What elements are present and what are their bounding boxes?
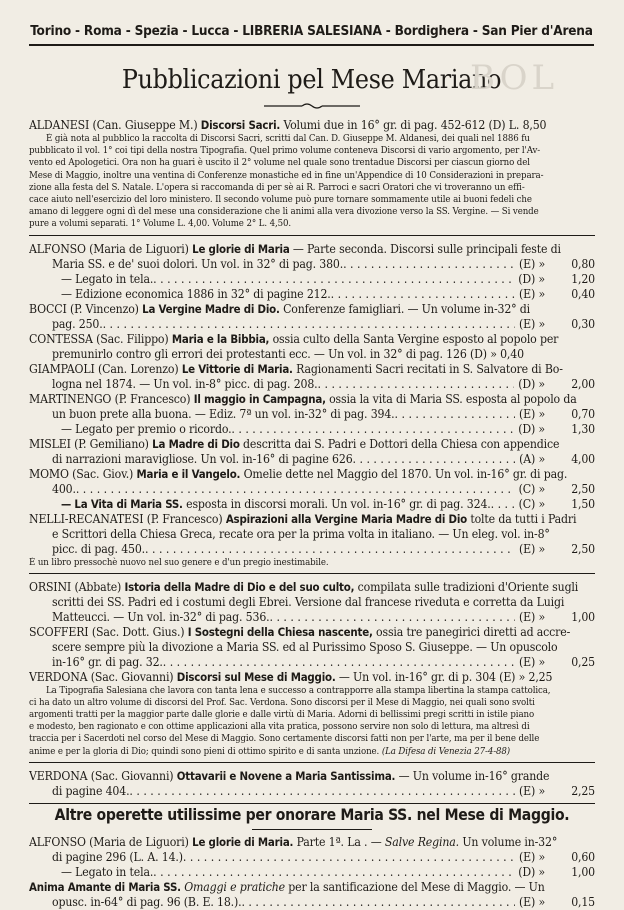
entry-detail: — Edizione economica 1886 in 32° di pagine 212. [61, 286, 331, 301]
entry-author: CONTESSA (Sac. Filippo) [29, 331, 169, 346]
entry-line [29, 422, 595, 437]
entry-line [29, 512, 595, 527]
page-title: Pubblicazioni pel Mese Mariano [121, 64, 502, 95]
price-code: (D) » [518, 271, 545, 286]
entry-line [29, 317, 595, 332]
note-line: e modesto, ben ragionato e con ottime applicazioni alla vita pratica, possono servire non solo di lettura, ma altresì di [29, 721, 530, 733]
note-line: È un libro pressochè nuovo nel suo genere e d'un pregio inestimabile. [29, 556, 329, 568]
entry-detail: picc. di pag. 450. [52, 541, 146, 556]
entry-line [29, 287, 595, 302]
price-value: 0,25 [571, 654, 595, 669]
entry-verdona-discorsi [29, 670, 595, 685]
entry-work: Discorsi sul Mese di Maggio. [176, 669, 336, 684]
entry-bocci [29, 302, 595, 332]
price-code: (E) » [519, 316, 545, 331]
entry-detail: Volumi due in 16° gr. di pag. 452-612 (D) L. 8,50 [283, 118, 547, 132]
price-value: 1,50 [571, 496, 595, 511]
ornament-icon [262, 101, 362, 111]
note-line: ci ha dato un altro volume di discorsi del Prof. Sac. Verdona. Sono discorsi per il Mese di Maggio, nei quali sono svolti [29, 696, 535, 708]
entry-line [29, 272, 595, 287]
note-line: pubblicato il vol. 1° coi tipi della nostra Tipografia. Quel primo volume conteneva Discorsi di vario argomento, per l'Av- [29, 145, 541, 157]
entry-alfonso [29, 242, 595, 302]
note-line: vento ed Apologetici. Ora non ha guari è uscito il 2° volume nel quale sono trentadue Discorsi per ciascun giorno del [29, 157, 530, 169]
entry-line [29, 377, 595, 392]
entry-detail: opusc. in-64° di pag. 96 (B. E. 18.). [52, 894, 242, 909]
entry-detail: di narrazioni maravigliose. Un vol. in-16° di pagine 626 [52, 451, 353, 466]
leader-dots [491, 497, 515, 512]
entry-detail: — Un vol. in-16° gr. di p. 304 (E) » 2,25 [338, 669, 553, 684]
price-code: (E) » [519, 256, 545, 271]
price-value: 2,00 [571, 376, 595, 391]
price-code: (E) » [519, 541, 545, 556]
section-divider [29, 803, 595, 804]
entry-author: NELLI-RECANATESI (P. Francesco) [29, 511, 223, 526]
entry-detail: descritta dai S. Padri e Dottori della Chiesa con appendice [243, 436, 560, 451]
leader-dots [231, 422, 514, 437]
leader-dots [331, 287, 515, 302]
entry-detail: Un volume in-32° [462, 834, 558, 849]
leader-dots [183, 850, 515, 865]
entry-verdona-ottavarii [29, 769, 595, 799]
entry-author: VERDONA (Sac. Giovanni) [29, 768, 174, 783]
note-line: zione alla festa del S. Natale. L'opera si raccomanda di per sè ai R. Parroci e sacri Oratori che vi troveranno un effi- [29, 181, 525, 193]
price-code: (E) » [519, 406, 545, 421]
background-watermark: BOL [470, 58, 559, 98]
entry-line [29, 865, 595, 880]
entry-nelli-recanatesi [29, 512, 595, 557]
price-code: (E) » [519, 894, 545, 909]
leader-dots [129, 784, 515, 799]
price-code: (D) » [518, 864, 545, 879]
entry-martinengo [29, 392, 595, 437]
entry-line [29, 407, 595, 422]
entry-line [29, 482, 595, 497]
note-line: amano di leggere ogni dì del mese una considerazione che li animi alla vera divozione verso la SS. Vergine. — Si vende [29, 206, 539, 218]
entry-work: I Sostegni della Chiesa nascente, [187, 624, 373, 639]
entry-author: GIAMPAOLI (Can. Lorenzo) [29, 361, 179, 376]
leader-dots [76, 482, 515, 497]
note-line: La Tipografia Salesiana che lavora con tanta lena e successo a contrapporre alla stampa libertina la stampa cattolica, [46, 684, 551, 696]
price-value: 1,00 [571, 864, 595, 879]
entry-work: Le glorie di Maria [192, 241, 290, 256]
entry-detail: — Un volume in-16° grande [398, 768, 550, 783]
publication-list [29, 118, 595, 910]
leader-dots [343, 257, 515, 272]
entry-author: MOMO (Sac. Giov.) [29, 466, 134, 481]
entry-line [29, 497, 595, 512]
leader-dots [145, 542, 515, 557]
price-value: 1,20 [571, 271, 595, 286]
entry-alfonso-parte-prima [29, 835, 595, 880]
entry-line [29, 452, 595, 467]
entry-work: Anima Amante di Maria SS. [29, 879, 181, 894]
entry-detail: in-16° gr. di pag. 32. [52, 654, 163, 669]
entry-detail: — Parte seconda. Discorsi sulle principali feste di [292, 241, 561, 256]
entry-contessa [29, 332, 595, 362]
nelli-note [29, 557, 595, 569]
entry-line [29, 880, 595, 895]
entry-line [29, 610, 595, 625]
price-value: 0,15 [571, 894, 595, 909]
leader-dots [163, 655, 515, 670]
entry-detail: di pagine 296 (L. A. 14.) [52, 849, 183, 864]
leader-dots [318, 377, 515, 392]
price-code: (E) » [519, 609, 545, 624]
entry-work: Il maggio in Campagna, [193, 391, 326, 406]
entry-line [29, 655, 595, 670]
entry-line: scere sempre più la divozione a Maria SS. ed al Purissimo Sposo S. Giuseppe. — Un opuscolo [52, 639, 558, 654]
price-value: 4,00 [571, 451, 595, 466]
price-code: (C) » [518, 496, 545, 511]
leader-dots [353, 452, 516, 467]
price-code: (D) » [518, 376, 545, 391]
entry-detail: — Legato in tela. [61, 271, 154, 286]
price-value: 2,50 [571, 481, 595, 496]
entry-detail: per la santificazione del Mese di Maggio. — Un [288, 879, 545, 894]
leader-dots [153, 865, 514, 880]
entry-work: La Madre di Dio [152, 436, 240, 451]
price-code: (E) » [519, 783, 545, 798]
entry-line [29, 895, 595, 910]
entry-line [29, 302, 595, 317]
price-value: 1,30 [571, 421, 595, 436]
price-value: 2,25 [571, 783, 595, 798]
entry-author: MISLEI (P. Gemiliano) [29, 436, 149, 451]
header-rule [29, 44, 594, 46]
price-value: 0,60 [571, 849, 595, 864]
entry-line [29, 769, 595, 784]
entry-work: Aspirazioni alla Vergine Maria Madre di Dio [225, 511, 467, 526]
entry-work: — La Vita di Maria SS. [61, 496, 183, 511]
section-rule [252, 829, 372, 830]
note-line: È già nota al pubblico la raccolta di Discorsi Sacri, scritti dal Can. D. Giuseppe M. Aldanesi, dei quali nel 1886 fu [46, 133, 530, 144]
entry-detail: Parte 1ª. La . — [296, 834, 382, 849]
entry-author: BOCCI (P. Vincenzo) [29, 301, 139, 316]
entry-detail: Maria SS. e de' suoi dolori. Un vol. in 32° di pag. 380. [52, 256, 344, 271]
entry-detail: tolte da tutti i Padri [470, 511, 577, 526]
entry-author: ALDANESI (Can. Giuseppe M.) [29, 118, 198, 132]
entry-work: Discorsi Sacri. [200, 118, 281, 132]
entry-detail: ossia tre panegirici diretti ad accre- [376, 624, 571, 639]
price-code: (C) » [518, 481, 545, 496]
entry-work: Le Vittorie di Maria. [181, 361, 293, 376]
entry-work: Le glorie di Maria. [192, 834, 294, 849]
entry-detail: Conferenze famigliari. — Un volume in-32° di [283, 301, 531, 316]
entry-detail: logna nel 1874. — Un vol. in-8° picc. di pag. 208. [52, 376, 318, 391]
entry-line [29, 118, 595, 133]
entry-author: VERDONA (Sac. Giovanni) [29, 669, 174, 684]
entry-line [29, 362, 595, 377]
entry-scofferi [29, 625, 595, 670]
entry-work: Istoria della Madre di Dio e del suo culto, [124, 579, 355, 594]
note-line: Mese di Maggio, inoltre una ventina di Conferenze monastiche ed in fine un'Appendice di 10 Considerazioni in prepara- [29, 169, 544, 181]
entry-line [29, 670, 595, 685]
entry-author: ORSINI (Abbate) [29, 579, 122, 594]
price-value: 0,30 [571, 316, 595, 331]
entry-line [29, 784, 595, 799]
entry-momo [29, 467, 595, 512]
entry-work: Maria e il Vangelo. [136, 466, 241, 481]
entry-orsini [29, 580, 595, 625]
entry-detail: un buon prete alla buona. — Ediz. 7ª un vol. in-32° di pag. 394. [52, 406, 395, 421]
entry-detail: — Legato in tela. [61, 864, 154, 879]
entry-aldanesi [29, 118, 595, 133]
entry-detail: 400. [52, 481, 76, 496]
price-code: (D) » [518, 421, 545, 436]
verdona-note [29, 685, 595, 758]
entry-line [29, 392, 595, 407]
entry-line [29, 332, 595, 347]
entry-work: La Vergine Madre di Dio. [142, 301, 280, 316]
price-value: 0,70 [571, 406, 595, 421]
leader-dots [395, 407, 515, 422]
price-value: 0,80 [571, 256, 595, 271]
price-value: 0,40 [571, 286, 595, 301]
entry-author: ALFONSO (Maria de Liguori) [29, 834, 189, 849]
leader-dots [103, 317, 515, 332]
section-title: Altre operette utilissime per onorare Maria SS. nel Mese di Maggio. [54, 805, 570, 824]
note-line: pure a volumi separati. 1° Volume L. 4,00. Volume 2° L. 4,50. [29, 218, 292, 230]
entry-detail: compilata sulle tradizioni d'Oriente sugli [357, 579, 579, 594]
entry-detail: — Legato per premio o ricordo. [61, 421, 232, 436]
entry-detail: esposta in discorsi morali. Un vol. in-16° gr. di pag. 324. [186, 496, 491, 511]
entry-detail: Omelie dette nel Maggio del 1870. Un vol. in-16° gr. di pag. [243, 466, 568, 481]
price-code: (A) » [519, 451, 545, 466]
entry-work: Ottavarii e Novene a Maria Santissima. [176, 768, 396, 783]
entry-line: scritti dei SS. Padri ed i costumi degli Ebrei. Versione dal francese riveduta e corretta da Luigi [52, 594, 565, 609]
note-line: traccia per i Sacerdoti nel corso del Mese di Maggio. Sono certamente discorsi fatti non per l'arte, ma per il bene delle [29, 733, 540, 745]
entry-line [29, 835, 595, 850]
entry-detail: di pagine 404. [52, 783, 130, 798]
leader-dots [270, 610, 516, 625]
price-value: 2,50 [571, 541, 595, 556]
entry-italic: Salve Regina. [384, 834, 459, 849]
entry-detail: pag. 250. [52, 316, 103, 331]
note-line: argomenti tratti per la maggior parte dalle glorie e dalle virtù di Maria. Adorni di bellissimi pregi scritti in istile piano [29, 709, 535, 721]
entry-line [29, 850, 595, 865]
page-header: Torino - Roma - Spezia - Lucca - LIBRERIA SALESIANA - Bordighera - San Pier d'Arena [30, 23, 593, 39]
entry-author: SCOFFERI (Sac. Dott. Gius.) [29, 624, 185, 639]
entry-detail: ossia la vita di Maria SS. esposta al popolo da [329, 391, 577, 406]
entry-line [29, 467, 595, 482]
entry-italic: Omaggi e pratiche [184, 879, 285, 894]
entry-detail: Ragionamenti Sacri recitati in S. Salvatore di Bo- [296, 361, 563, 376]
note-citation: (La Difesa di Venezia 27-4-88) [381, 745, 511, 757]
entry-line [29, 542, 595, 557]
price-code: (E) » [519, 286, 545, 301]
entry-line: premunirlo contro gli errori dei protestanti ecc. — Un vol. in 32° di pag. 126 (D) » 0,40 [52, 346, 524, 361]
entry-author: ALFONSO (Maria de Liguori) [29, 241, 189, 256]
entry-line [29, 625, 595, 640]
note-line: cace aiuto nell'esercizio del loro ministero. Il secondo volume può pure tornare sommamente utile ai buoni fedeli che [29, 193, 532, 205]
note-text: anime e per la gloria di Dio; quindi sono pieni di ottimo spirito e di santa unzione. [29, 745, 380, 757]
entry-mislei [29, 437, 595, 467]
entry-line [29, 257, 595, 272]
entry-anima-amante [29, 880, 595, 910]
entry-giampaoli [29, 362, 595, 392]
entry-detail: Matteucci. — Un vol. in-32° di pag. 536. [52, 609, 270, 624]
entry-line [29, 242, 595, 257]
price-code: (E) » [519, 849, 545, 864]
entry-detail [61, 497, 491, 512]
price-code: (E) » [519, 654, 545, 669]
aldanesi-note [29, 133, 595, 231]
entry-line: e Scrittori della Chiesa Greca, recate ora per la prima volta in italiano. — Un eleg. vol. in-8° [52, 526, 550, 541]
entry-line [29, 437, 595, 452]
leader-dots [153, 272, 514, 287]
entry-author: MARTINENGO (P. Francesco) [29, 391, 191, 406]
entry-detail: ossia culto della Santa Vergine esposto al popolo per [272, 331, 559, 346]
price-value: 1,00 [571, 609, 595, 624]
entry-line [29, 580, 595, 595]
leader-dots [241, 895, 515, 910]
note-line [29, 746, 595, 758]
entry-work: Maria e la Bibbia, [171, 331, 270, 346]
